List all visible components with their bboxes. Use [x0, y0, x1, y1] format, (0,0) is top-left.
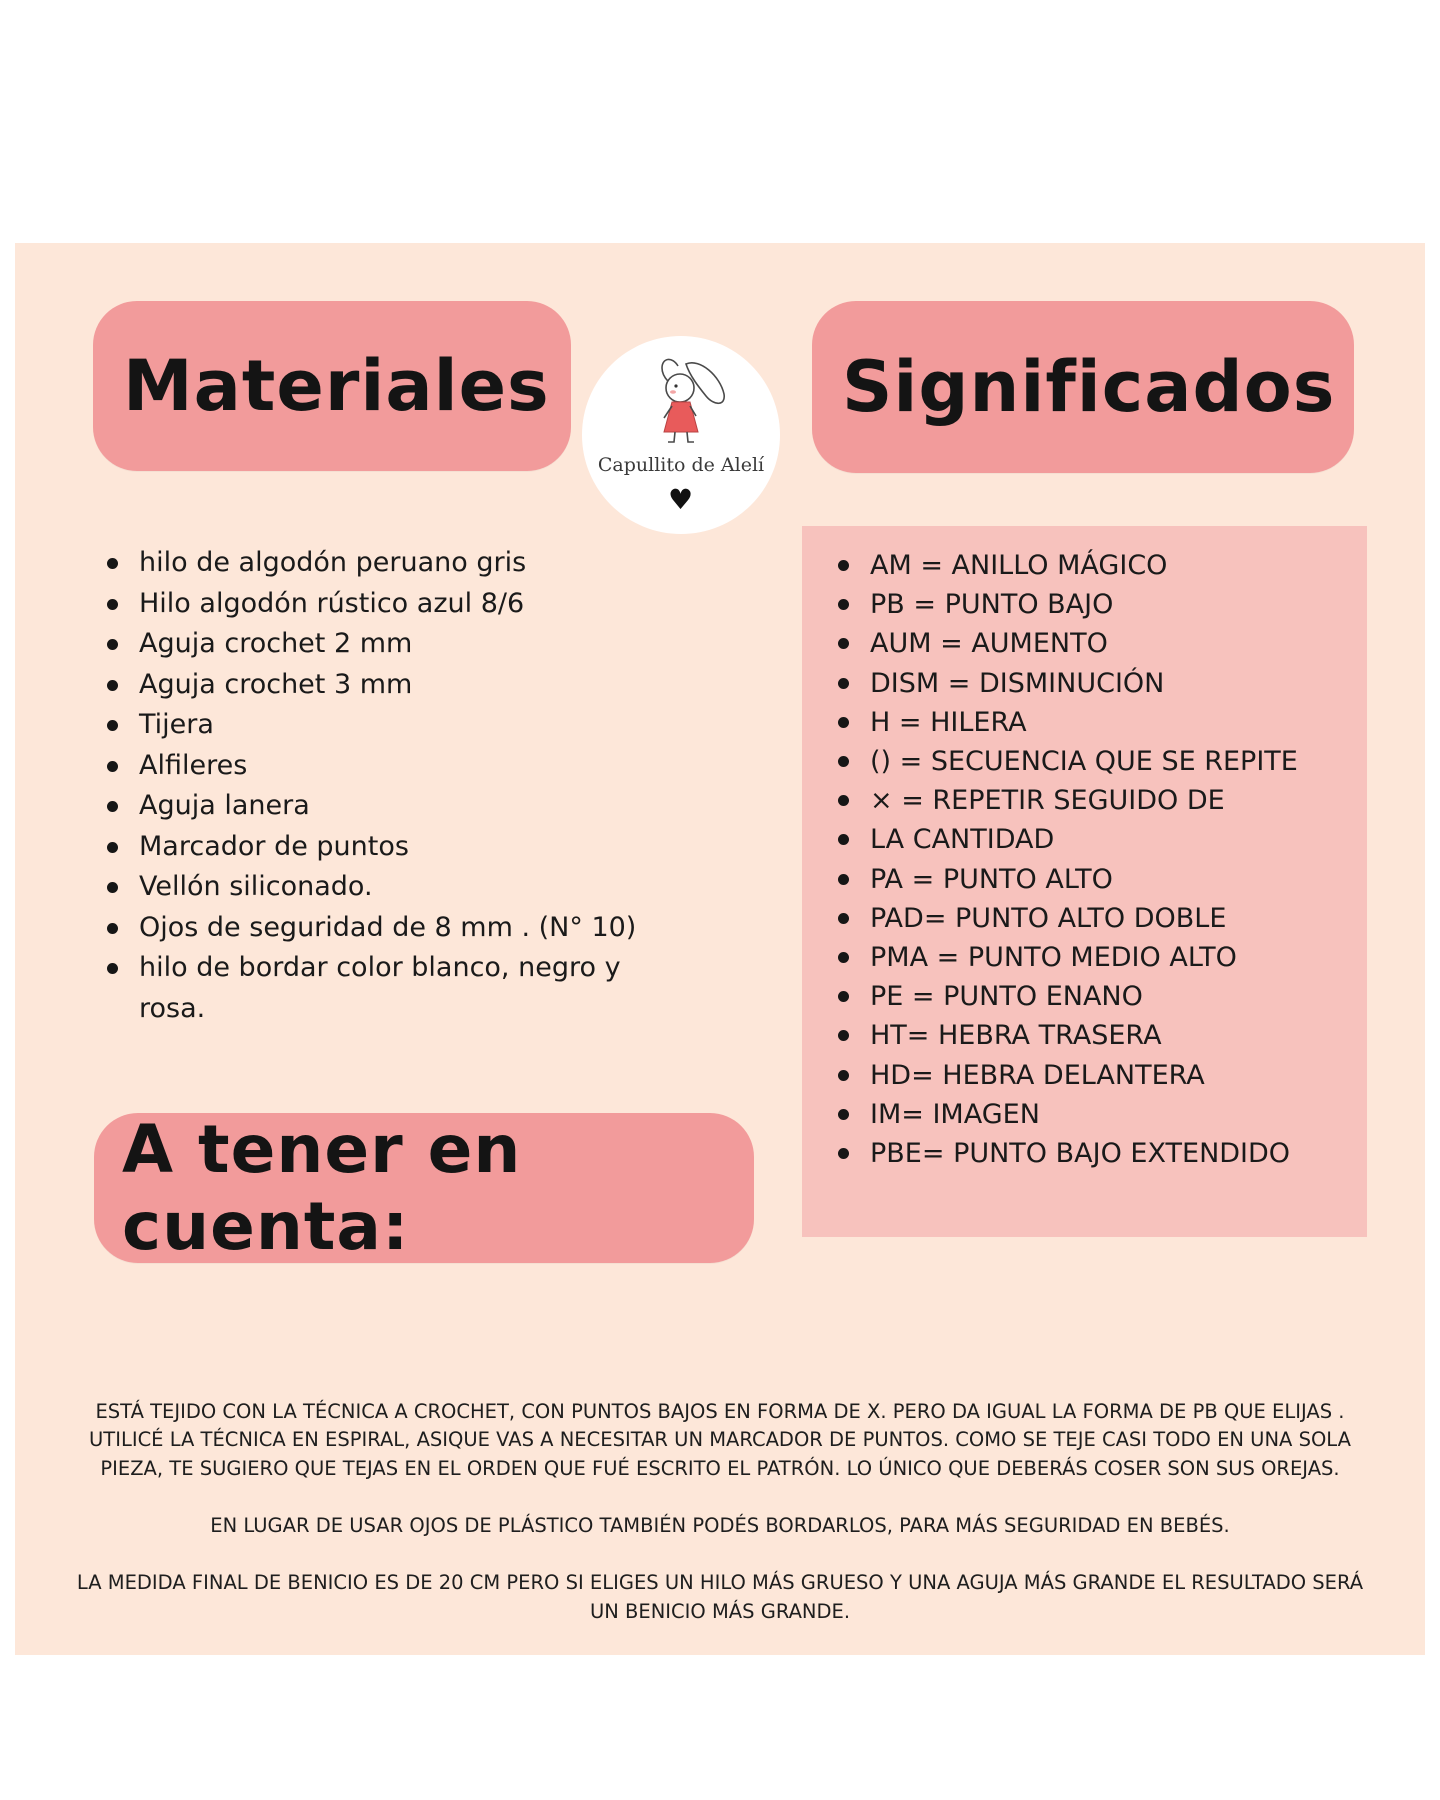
- list-item: Aguja crochet 2 mm: [107, 624, 667, 665]
- note-line: ESTÁ TEJIDO CON LA TÉCNICA A CROCHET, CON PUNTOS BAJOS EN FORMA DE X. PERO DA IGUAL LA FORMA DE PB QUE ELIJAS . UTILICÉ LA TÉCNICA EN ESPIRAL, ASIQUE VAS A NECESITAR UN MARCADOR DE PUNTOS. COMO SE TEJE CASI TODO EN UNA SOLA PIEZA, TE SUGIERO QUE TEJAS EN EL ORDEN QUE FUÉ ESCRITO EL PATRÓN. LO ÚNICO QUE DEBERÁS COSER SON SUS OREJAS.: [89, 1399, 1351, 1480]
- list-item: IM= IMAGEN: [838, 1095, 1358, 1134]
- list-item: PB = PUNTO BAJO: [838, 585, 1358, 624]
- brand-logo: [582, 336, 780, 534]
- list-item: PA = PUNTO ALTO: [838, 860, 1358, 899]
- materiales-title: Materiales: [123, 345, 550, 427]
- list-item: hilo de algodón peruano gris: [107, 543, 667, 584]
- list-item: Aguja crochet 3 mm: [107, 665, 667, 706]
- list-item: PMA = PUNTO MEDIO ALTO: [838, 938, 1358, 977]
- list-item: Marcador de puntos: [107, 827, 667, 868]
- list-item: hilo de bordar color blanco, negro y rosa.: [107, 948, 667, 1029]
- significados-heading: [812, 301, 1354, 473]
- list-item: Ojos de seguridad de 8 mm . (N° 10): [107, 908, 667, 949]
- list-item: Hilo algodón rústico azul 8/6: [107, 584, 667, 625]
- note-line: LA MEDIDA FINAL DE BENICIO ES DE 20 CM PERO SI ELIGES UN HILO MÁS GRUESO Y UNA AGUJA MÁS GRANDE EL RESULTADO SERÁ UN BENICIO MÁS GRANDE.: [76, 1571, 1364, 1623]
- list-item: Tijera: [107, 705, 667, 746]
- list-item: HD= HEBRA DELANTERA: [838, 1056, 1358, 1095]
- list-item: AUM = AUMENTO: [838, 624, 1358, 663]
- list-item: PAD= PUNTO ALTO DOBLE: [838, 899, 1358, 938]
- note-line: EN LUGAR DE USAR OJOS DE PLÁSTICO TAMBIÉN PODÉS BORDARLOS, PARA MÁS SEGURIDAD EN BEBÉS.: [210, 1513, 1230, 1537]
- materiales-list: [107, 543, 667, 1029]
- tener-en-cuenta-title: A tener en cuenta:: [122, 1111, 522, 1265]
- list-item: () = SECUENCIA QUE SE REPITE: [838, 742, 1358, 781]
- significados-box: [802, 526, 1367, 1237]
- list-item: LA CANTIDAD: [838, 820, 1358, 859]
- list-item: HT= HEBRA TRASERA: [838, 1016, 1358, 1055]
- heart-icon: ♥: [668, 483, 694, 516]
- list-item: × = REPETIR SEGUIDO DE: [838, 781, 1358, 820]
- tener-en-cuenta-heading: [94, 1113, 754, 1263]
- list-item: DISM = DISMINUCIÓN: [838, 664, 1358, 703]
- materiales-heading: [93, 301, 571, 471]
- list-item: Vellón siliconado.: [107, 867, 667, 908]
- significados-title: Significados: [842, 346, 1336, 428]
- notes-paragraph: [63, 1369, 1377, 1655]
- list-item: H = HILERA: [838, 703, 1358, 742]
- list-item: PE = PUNTO ENANO: [838, 977, 1358, 1016]
- list-item: Aguja lanera: [107, 786, 667, 827]
- list-item: PBE= PUNTO BAJO EXTENDIDO: [838, 1134, 1358, 1173]
- significados-list: [838, 546, 1358, 1173]
- pattern-card: [15, 243, 1425, 1655]
- list-item: Alfileres: [107, 746, 667, 787]
- list-item: AM = ANILLO MÁGICO: [838, 546, 1358, 585]
- brand-name: Capullito de Alelí: [597, 454, 765, 476]
